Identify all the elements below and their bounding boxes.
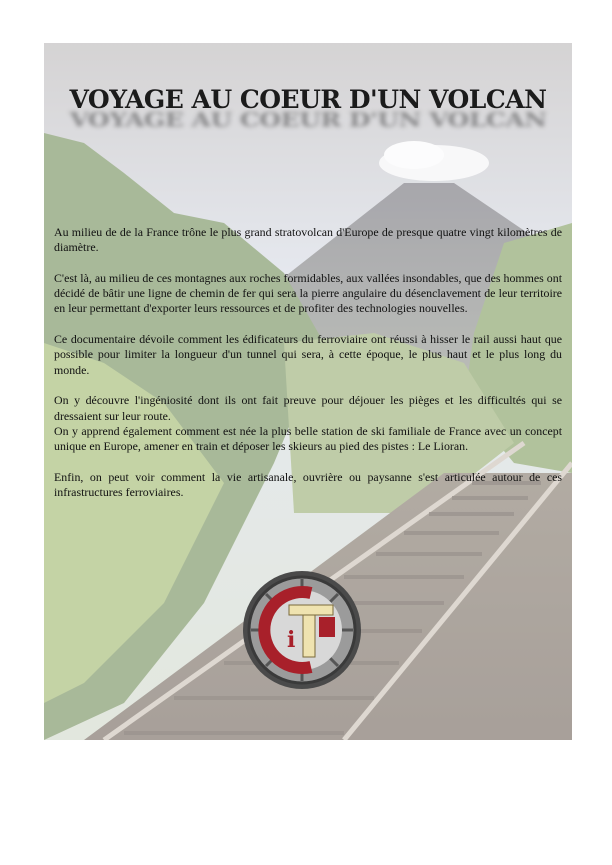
logo-red-flag: [319, 617, 335, 637]
paragraph: Au milieu de de la France trône le plus grand stratovolcan d'Europe de presque quatre vingt kilomètres de diamètre.: [54, 225, 562, 255]
logo-letter-t-stem: [303, 615, 315, 657]
body-text: [54, 225, 562, 516]
page-title: VOYAGE AU COEUR D'UN VOLCAN: [69, 85, 547, 114]
title-reflection: VOYAGE AU COEUR D'UN VOLCAN: [69, 107, 547, 132]
paragraph: Enfin, on peut voir comment la vie artisanale, ouvrière ou paysanne s'est articulée autour de ces infrastructures ferroviaires.: [54, 469, 562, 500]
paragraph: On y découvre l'ingéniosité dont ils ont fait preuve pour déjouer les pièges et les difficultés qui se dressaient sur leur route.: [54, 393, 562, 423]
poster: [44, 43, 572, 740]
cit-logo: [241, 569, 363, 691]
paragraph: On y apprend également comment est née la plus belle station de ski familiale de France avec un concept unique en Europe, amener en train et déposer les skieurs au pied des pistes : Le Lioran.: [54, 423, 562, 454]
logo-letter-i: i: [287, 627, 296, 653]
paragraph: Ce documentaire dévoile comment les édificateurs du ferroviaire ont réussi à hisser le rail aussi haut que possible pour limiter la longueur d'un tunnel qui sera, à cette époque, le plus haut et le plus long du monde.: [54, 332, 562, 377]
paragraph: C'est là, au milieu de ces montagnes aux roches formidables, aux vallées insondables, que des hommes ont décidé de bâtir une ligne de chemin de fer qui sera la pierre angulaire du désenclavement de leur territoire en leur permettant d'exporter leurs ressources et de profiter des technologies nouvelles.: [54, 270, 562, 316]
logo-letter-t-bar: [289, 605, 333, 615]
